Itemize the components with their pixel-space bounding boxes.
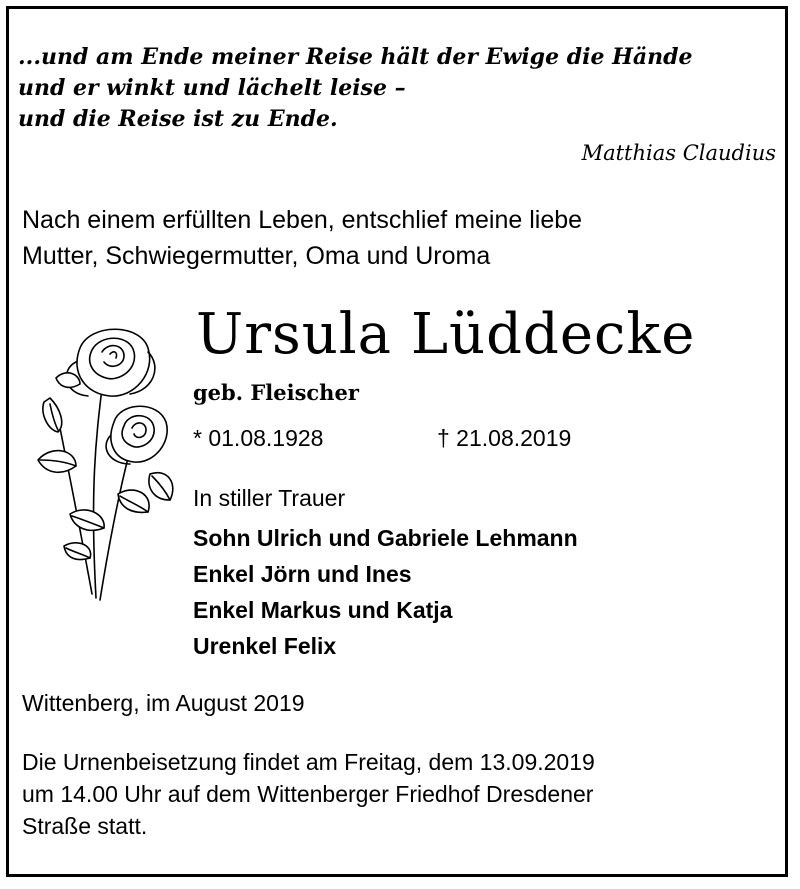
list-item: Enkel Markus und Katja — [193, 597, 453, 623]
quote-line: und er winkt und lächelt leise – — [18, 75, 406, 101]
quote-block — [18, 42, 778, 135]
maiden-name: geb. Fleischer — [193, 380, 359, 405]
intro-line: Mutter, Schwiegermutter, Oma und Uroma — [22, 242, 491, 270]
burial-line: Straße statt. — [22, 813, 148, 839]
mourner-list — [193, 520, 578, 664]
intro-text — [22, 202, 762, 274]
list-item: Sohn Ulrich und Gabriele Lehmann — [193, 525, 578, 551]
list-item: Urenkel Felix — [193, 633, 337, 659]
birth-date: * 01.08.1928 — [193, 425, 324, 451]
quote-line: und die Reise ist zu Ende. — [18, 106, 338, 132]
burial-line: um 14.00 Uhr auf dem Wittenberger Friedhof Dresdener — [22, 781, 594, 807]
intro-line: Nach einem erfüllten Leben, entschlief meine liebe — [22, 206, 583, 234]
list-item: Enkel Jörn und Ines — [193, 561, 412, 587]
burial-notice — [22, 746, 782, 842]
mourning-heading: In stiller Trauer — [193, 485, 346, 511]
life-dates — [193, 425, 572, 452]
deceased-name: Ursula Lüddecke — [196, 302, 696, 367]
death-date: † 21.08.2019 — [437, 425, 572, 451]
burial-line: Die Urnenbeisetzung findet am Freitag, dem 13.09.2019 — [22, 749, 595, 775]
quote-author: Matthias Claudius — [581, 141, 776, 165]
place-date: Wittenberg, im August 2019 — [22, 690, 305, 716]
quote-line: ...und am Ende meiner Reise hält der Ewige die Hände — [18, 44, 693, 70]
rose-icon — [30, 318, 180, 603]
